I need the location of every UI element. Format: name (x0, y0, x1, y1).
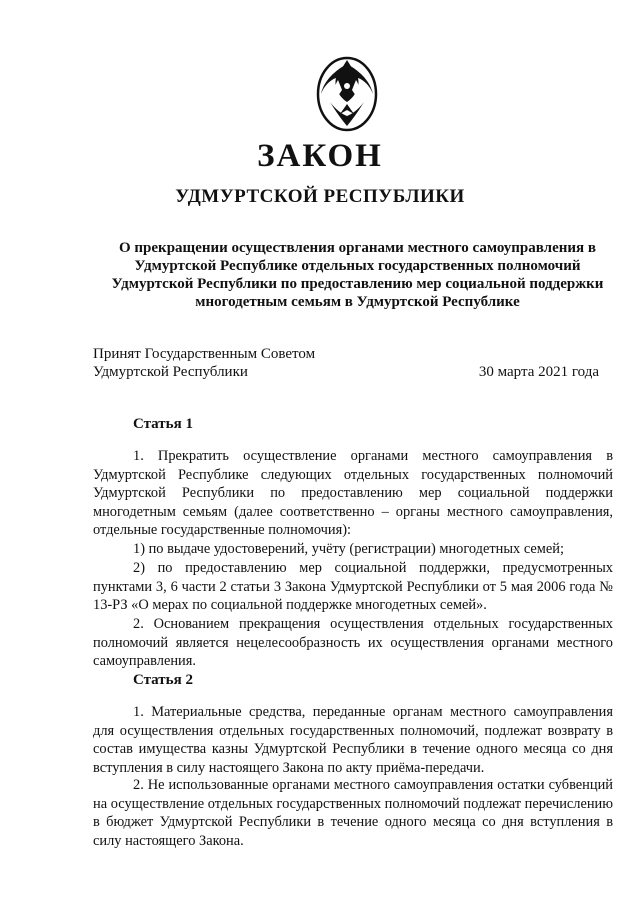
article-1-paragraph-2: 1) по выдаче удостоверений, учёту (регистрации) многодетных семей; (133, 541, 564, 557)
document-title: ЗАКОН (257, 138, 383, 174)
article-1-paragraph-3: 2) по предоставлению мер социальной поддержки, предусмотренных пунктами 3, 6 части 2 статьи 3 Закона Удмуртской Республики от 5 мая 2006 года № 13-РЗ «О мерах по социальной поддержке многодетных семей». (93, 560, 613, 614)
article-2-paragraph-2: 2. Не использованные органами местного самоуправления остатки субвенций на осуществление отдельных государственных полномочий подлежат перечислению в бюджет Удмуртской Республики в течение одного месяца со дня вступления в силу настоящего Закона. (93, 777, 613, 849)
adoption-line-2: Удмуртской Республики (93, 364, 248, 380)
coat-of-arms-emblem (316, 56, 378, 132)
document-subtitle: УДМУРТСКОЙ РЕСПУБЛИКИ (175, 186, 465, 207)
law-name: О прекращении осуществления органами местного самоуправления в Удмуртской Республике отдельных государственных полномочий Удмуртской Республики по предоставлению мер социальной поддержки многодетным семьям в Удмуртской Республике (111, 240, 604, 310)
adoption-date: 30 марта 2021 года (478, 364, 599, 380)
article-2-paragraph-1: 1. Материальные средства, переданные органам местного самоуправления для осуществления отдельных государственных полномочий, подлежат возврату в состав имущества казны Удмуртской Республики в течение одного месяца со дня вступления в силу настоящего Закона по акту приёма-передачи. (93, 704, 613, 776)
adoption-line-1: Принят Государственным Советом (93, 346, 316, 362)
article-1-title: Статья 1 (133, 416, 193, 432)
article-2-title: Статья 2 (133, 672, 193, 688)
article-1-paragraph-4: 2. Основанием прекращения осуществления отдельных государственных полномочий является нецелесообразность их осуществления органами местного самоуправления. (93, 616, 613, 670)
article-1-paragraph-1: 1. Прекратить осуществление органами местного самоуправления в Удмуртской Республике следующих отдельных государственных полномочий Удмуртской Республики по предоставлению мер социальной поддержки многодетным семьям (далее соответственно – органы местного самоуправления, отдельные государственные полномочия): (93, 448, 613, 539)
